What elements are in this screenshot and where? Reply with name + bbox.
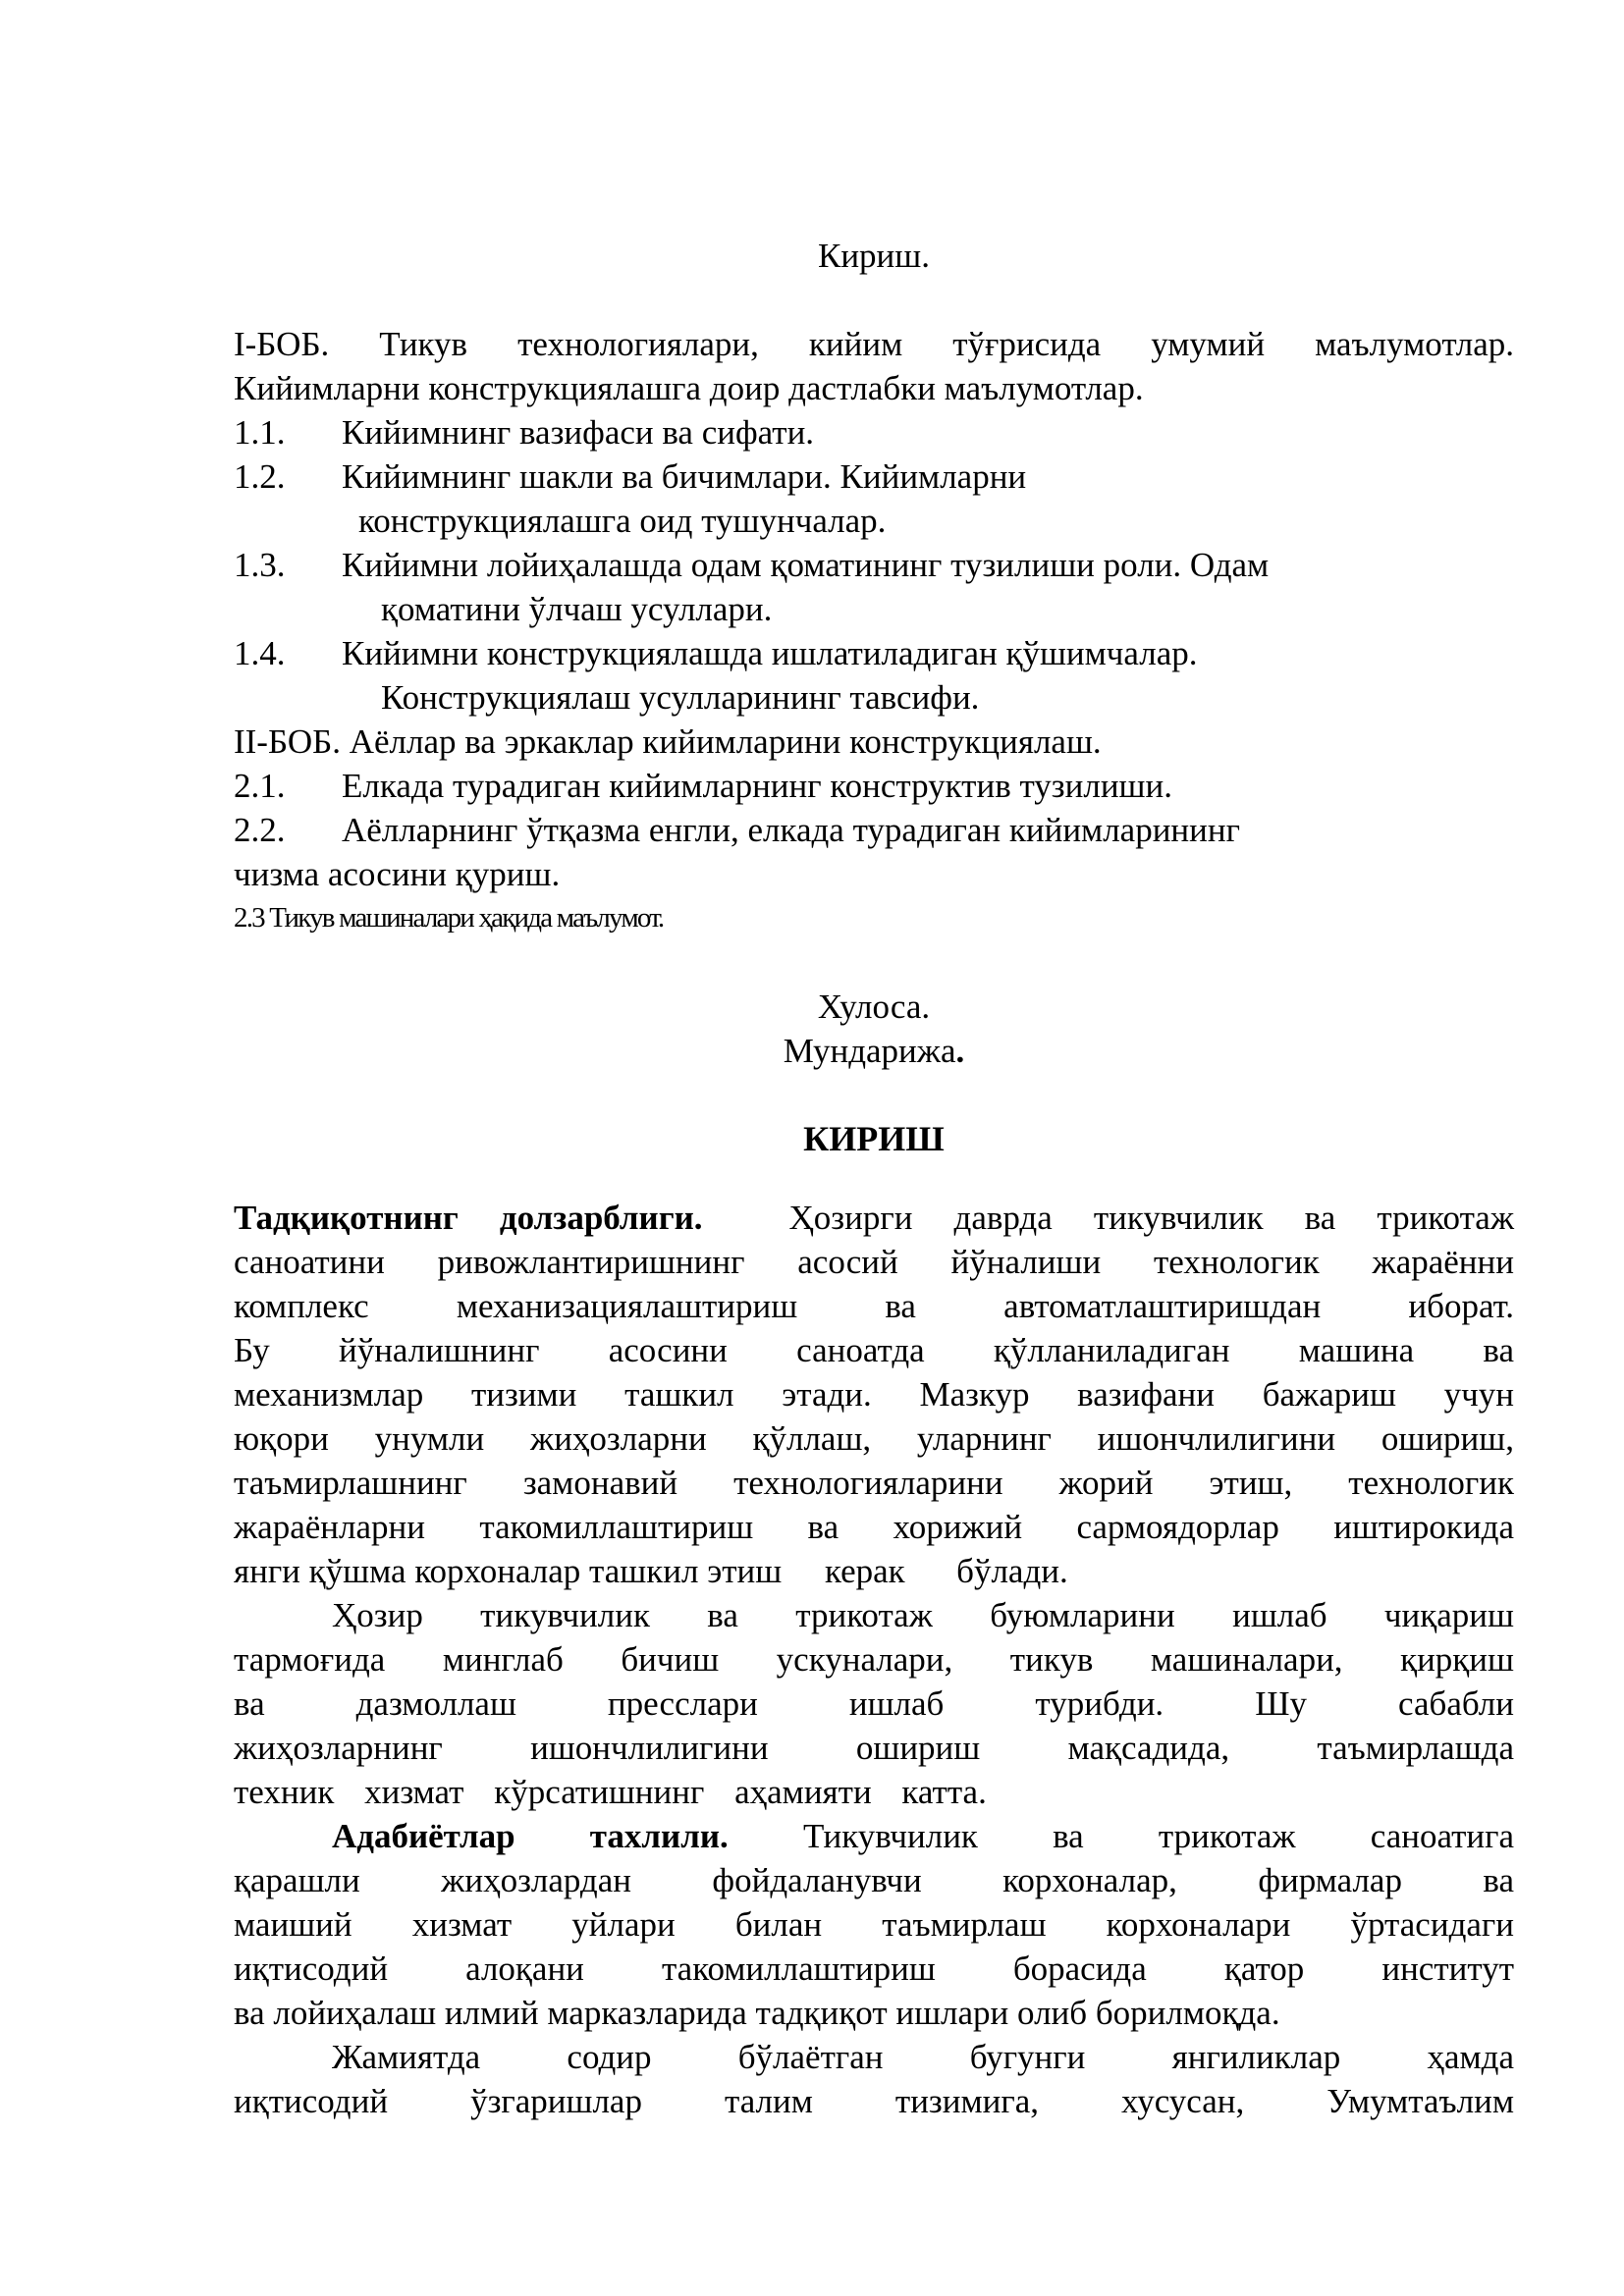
toc-section-number: 1.2. bbox=[234, 457, 286, 496]
toc-section-number: 2.2. bbox=[234, 811, 286, 849]
relevance-label: Тадқиқотнинг долзарблиги. bbox=[234, 1199, 703, 1237]
intro-p3-line-2: қарашли жиҳозлардан фойдаланувчи корхоналар, фирмалар ва bbox=[234, 1861, 1514, 1899]
toc-section-number: 1.3. bbox=[234, 546, 286, 584]
intro-p2-line-5: техник хизмат кўрсатишнинг аҳамияти катта. bbox=[234, 1773, 987, 1811]
toc-section-number: 1.4. bbox=[234, 634, 286, 672]
intro-p3-line-5: ва лойиҳалаш илмий марказларида тадқиқот ишлари олиб борилмоқда. bbox=[234, 1994, 1280, 2032]
intro-p4-line-2: иқтисодий ўзгаришлар талим тизимига, хусусан, Умумтаълим bbox=[234, 2082, 1514, 2120]
toc-section-text: Аёлларнинг ўтқазма енгли, елкада турадиган кийимларининг bbox=[342, 811, 1240, 849]
intro-heading: КИРИШ bbox=[803, 1119, 945, 1158]
toc-section-text: Елкада турадиган кийимларнинг конструктив тузилиши. bbox=[342, 767, 1172, 805]
toc-section-2-2-continuation: чизма асосини қуриш. bbox=[234, 855, 561, 893]
toc-chapter-2: II-БОБ. Аёллар ва эркаклар кийимларини конструкциялаш. bbox=[234, 722, 1102, 761]
toc-contents-dot: . bbox=[955, 1032, 965, 1070]
literature-label: Адабиётлар тахлили. bbox=[332, 1817, 729, 1855]
toc-section-1-3-continuation: қоматини ўлчаш усуллари. bbox=[381, 590, 773, 628]
intro-p1-line-3: комплекс механизациялаштириш ва автоматлаштиришдан иборат. bbox=[234, 1287, 1514, 1325]
toc-section-text: Кийимни конструкциялашда ишлатиладиган қўшимчалар. bbox=[342, 634, 1198, 672]
toc-title: Кириш. bbox=[817, 237, 930, 275]
toc-chapter-1-line-1: I-БОБ. Тикув технологиялари, кийим тўғрисида умумий маълумотлар. bbox=[234, 325, 1514, 363]
toc-conclusion: Хулоса. bbox=[817, 988, 931, 1026]
toc-section-1-3 bbox=[234, 543, 1514, 587]
intro-p1-line-7: таъмирлашнинг замонавий технологияларини жорий этиш, технологик bbox=[234, 1464, 1514, 1502]
toc-section-1-1 bbox=[234, 410, 1514, 454]
intro-p3-line-1 bbox=[332, 1814, 1514, 1858]
intro-p2-line-3: ва дазмоллаш пресслари ишлаб турибди. Шу сабабли bbox=[234, 1684, 1514, 1723]
intro-p1-line-9: янги қўшма корхоналар ташкил этиш керак бўлади. bbox=[234, 1552, 1068, 1590]
toc-section-number: 2.1. bbox=[234, 767, 286, 805]
intro-p1-line-8: жараёнларни такомиллаштириш ва хорижий сармоядорлар иштирокида bbox=[234, 1508, 1514, 1546]
intro-p2-line-1: Ҳозир тикувчилик ва трикотаж буюмларини ишлаб чиқариш bbox=[332, 1596, 1514, 1634]
toc-section-2-3: 2.3 Тикув машиналари ҳақида маълумот. bbox=[234, 902, 664, 934]
toc-section-2-1 bbox=[234, 764, 1514, 808]
toc-section-text: Кийимни лойиҳалашда одам қоматининг тузилиши роли. Одам bbox=[342, 546, 1270, 584]
toc-section-1-2-continuation: конструкциялашга оид тушунчалар. bbox=[358, 502, 887, 540]
intro-p1-line-6: юқори унумли жиҳозларни қўллаш, уларнинг ишончлилигини ошириш, bbox=[234, 1419, 1514, 1458]
intro-p1-line-1 bbox=[234, 1196, 1514, 1240]
intro-p2-line-4: жиҳозларнинг ишончлилигини ошириш мақсадида, таъмирлашда bbox=[234, 1729, 1514, 1767]
intro-p3-line-4: иқтисодий алоқани такомиллаштириш борасида қатор институт bbox=[234, 1949, 1514, 1988]
intro-p1-line-4: Бу йўналишнинг асосини саноатда қўлланиладиган машина ва bbox=[234, 1331, 1514, 1369]
toc-chapter-1-line-2: Кийимларни конструкциялашга доир дастлабки маълумотлар. bbox=[234, 369, 1144, 407]
toc-contents-text: Мундарижа bbox=[783, 1032, 956, 1070]
toc-section-1-2 bbox=[234, 454, 1514, 499]
intro-p4-line-1: Жамиятда содир бўлаётган бугунги янгиликлар ҳамда bbox=[332, 2038, 1514, 2076]
toc-section-1-4 bbox=[234, 631, 1514, 675]
toc-section-2-2 bbox=[234, 808, 1514, 852]
relevance-text: Ҳозирги даврда тикувчилик ва трикотаж bbox=[788, 1199, 1515, 1237]
toc-contents bbox=[234, 1029, 1514, 1073]
intro-p3-line-3: маиший хизмат уйлари билан таъмирлаш корхоналари ўртасидаги bbox=[234, 1905, 1514, 1944]
intro-p1-line-2: саноатини ривожлантиришнинг асосий йўналиши технологик жараённи bbox=[234, 1243, 1514, 1281]
literature-text: Тикувчилик ва трикотаж саноатига bbox=[802, 1817, 1514, 1855]
toc-section-1-4-continuation: Конструкциялаш усулларининг тавсифи. bbox=[381, 678, 980, 717]
toc-section-text: Кийимнинг шакли ва бичимлари. Кийимларни bbox=[342, 457, 1027, 496]
intro-p1-line-5: механизмлар тизими ташкил этади. Мазкур вазифани бажариш учун bbox=[234, 1375, 1514, 1414]
toc-section-text: Кийимнинг вазифаси ва сифати. bbox=[342, 413, 815, 452]
intro-p2-line-2: тармоғида минглаб бичиш ускуналари, тикув машиналари, қирқиш bbox=[234, 1640, 1514, 1679]
toc-section-number: 1.1. bbox=[234, 413, 286, 452]
